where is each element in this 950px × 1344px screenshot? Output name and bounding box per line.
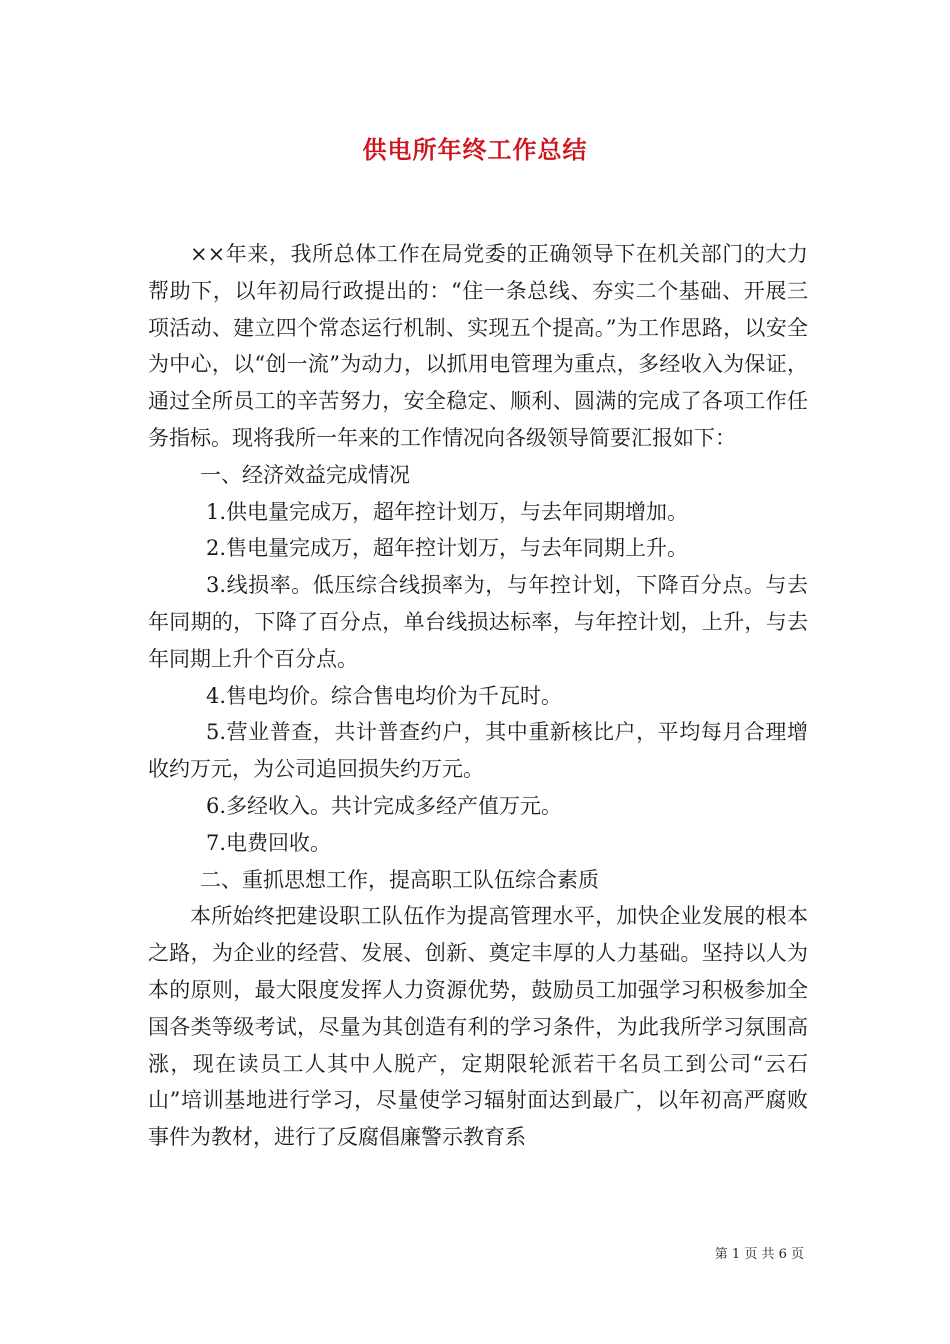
intro-paragraph: ××年来，我所总体工作在局党委的正确领导下在机关部门的大力帮助下，以年初局行政提出的：“住一条总线、夯实二个基础、开展三项活动、建立四个常态运行机制、实现五个提高。”为工作思路，以安全为中心，以“创一流”为动力，以抓用电管理为重点，多经收入为保证，通过全所员工的辛苦努力，安全稳定、顺利、圆满的完成了各项工作任务指标。现将我所一年来的工作情况向各级领导简要汇报如下： xyxy=(148,242,808,450)
list-item-sales: 2.售电量完成万，超年控计划万，与去年同期上升。 xyxy=(206,536,689,561)
document-title: 供电所年终工作总结 xyxy=(362,135,588,164)
document-body xyxy=(148,236,808,1156)
list-item-diversified: 6.多经收入。共计完成多经产值万元。 xyxy=(206,793,563,818)
page-number: 第 1 页 共 6 页 xyxy=(714,1247,804,1262)
ideology-paragraph: 本所始终把建设职工队伍作为提高管理水平，加快企业发展的根本之路，为企业的经营、发展、创新、奠定丰厚的人力基础。坚持以人为本的原则，最大限度发挥人力资源优势，鼓励员工加强学习积极参加全国各类等级考试，尽量为其创造有利的学习条件，为此我所学习氛围高涨，现在读员工人其中人脱产，定期限轮派若干名员工到公司“云石山”培训基地进行学习，尽量使学习辐射面达到最广，以年初高严腐败事件为教材，进行了反腐倡廉警示教育系 xyxy=(148,904,808,1150)
list-item-line-loss: 3.线损率。低压综合线损率为，与年控计划，下降百分点。与去年同期的，下降了百分点，单台线损达标率，与年控计划，上升，与去年同期上升个百分点。 xyxy=(148,573,808,671)
section-heading-economic: 一、经济效益完成情况 xyxy=(200,462,410,487)
list-item-census: 5.营业普查，共计普查约户，其中重新核比户，平均每月合理增收约万元，为公司追回损失约万元。 xyxy=(148,720,808,782)
list-item-collection: 7.电费回收。 xyxy=(206,830,332,855)
section-heading-ideology: 二、重抓思想工作，提高职工队伍综合素质 xyxy=(200,867,599,892)
list-item-supply: 1.供电量完成万，超年控计划万，与去年同期增加。 xyxy=(206,499,689,524)
list-item-avg-price: 4.售电均价。综合售电均价为千瓦时。 xyxy=(206,683,563,708)
